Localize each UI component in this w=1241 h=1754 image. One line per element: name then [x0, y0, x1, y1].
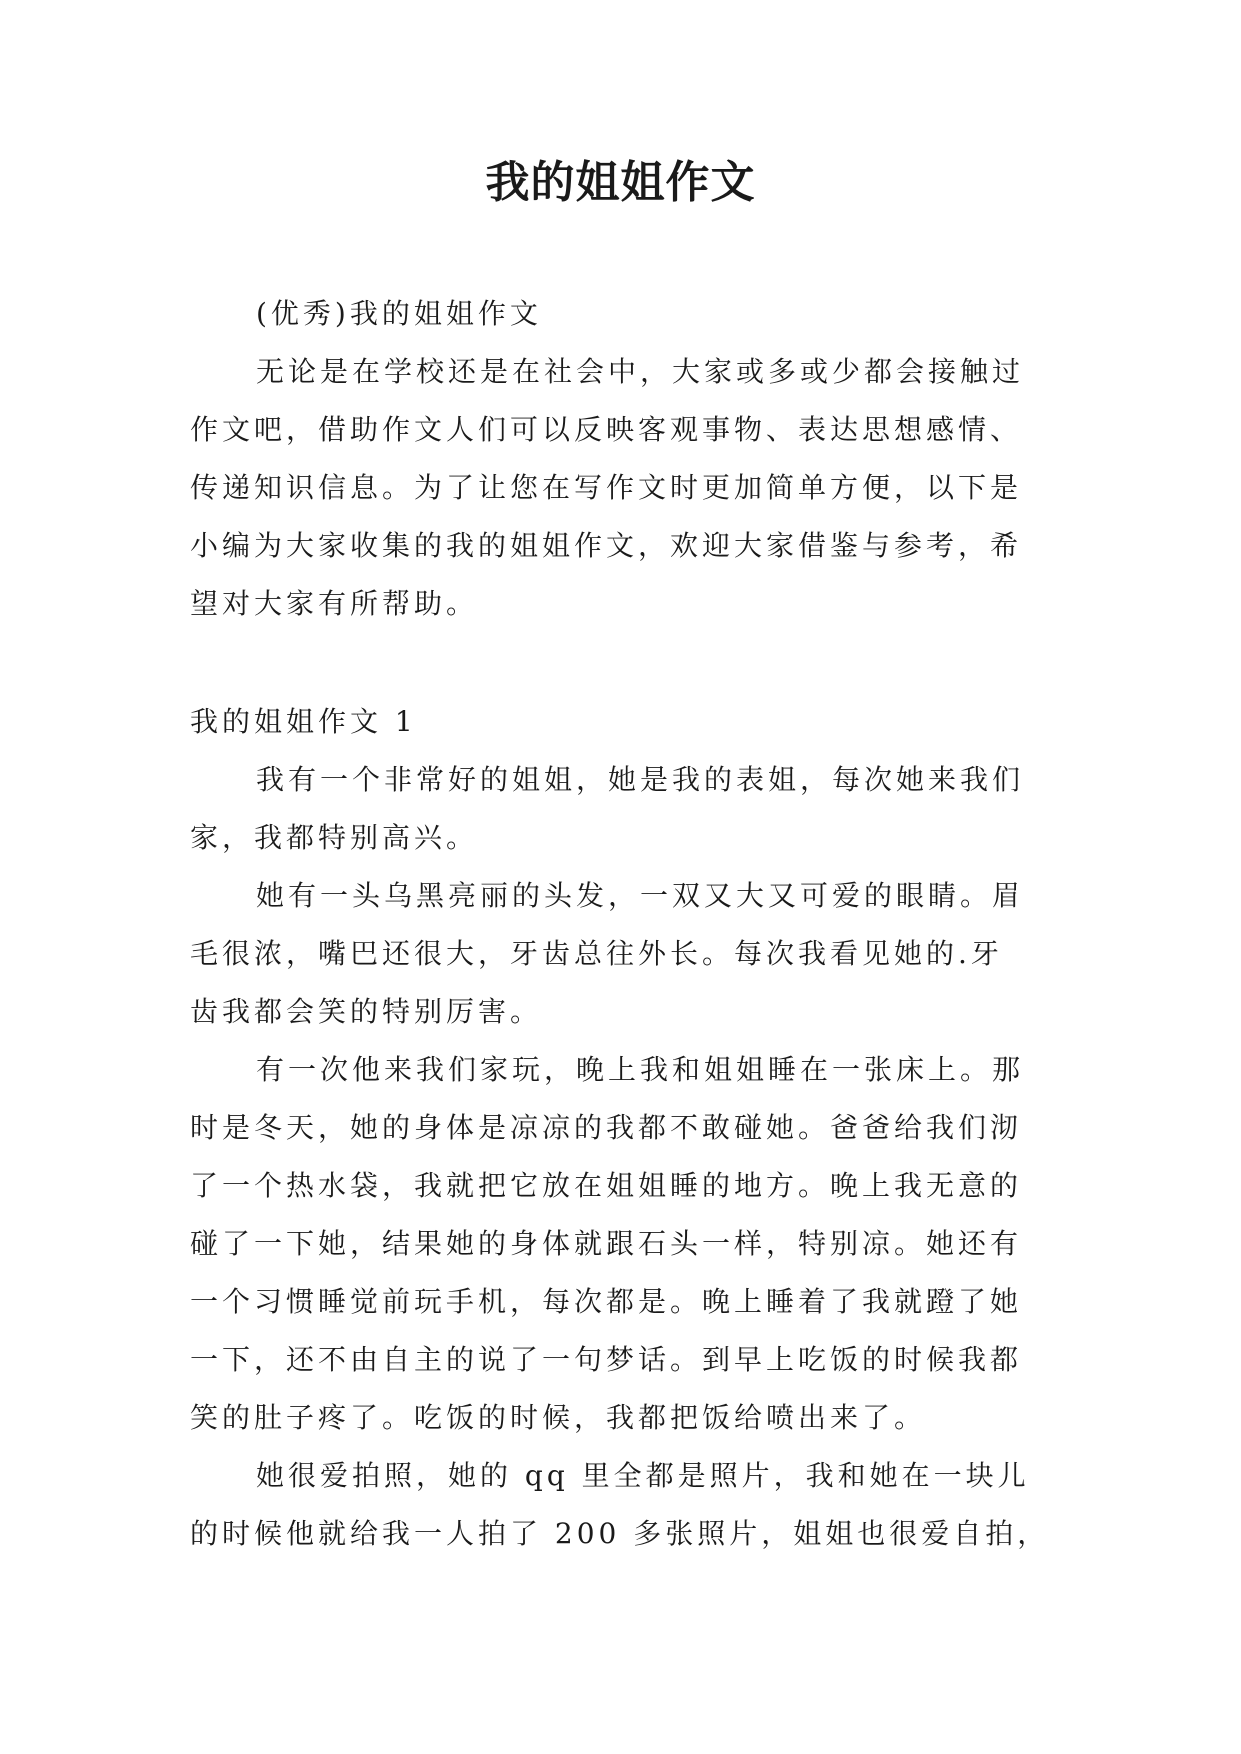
- subtitle-line: (优秀)我的姐姐作文: [256, 297, 542, 330]
- para3-line-6: 一下，还不由自主的说了一句梦话。到早上吃饭的时候我都: [190, 1343, 1023, 1376]
- para1-line-1: 我有一个非常好的姐姐，她是我的表姐，每次她来我们: [256, 763, 1025, 796]
- para3-line-5: 一个习惯睡觉前玩手机，每次都是。晚上睡着了我就蹬了她: [190, 1285, 1023, 1318]
- para2-line-3: 齿我都会笑的特别厉害。: [190, 995, 543, 1028]
- intro-line-5: 望对大家有所帮助。: [190, 587, 479, 620]
- para4-line-2: 的时候他就给我一人拍了 200 多张照片，姐姐也很爱自拍，: [190, 1517, 1050, 1550]
- para2-line-1: 她有一头乌黑亮丽的头发，一双又大又可爱的眼睛。眉: [256, 879, 1025, 912]
- intro-line-1: 无论是在学校还是在社会中，大家或多或少都会接触过: [256, 355, 1025, 388]
- para3-line-7: 笑的肚子疼了。吃饭的时候，我都把饭给喷出来了。: [190, 1401, 927, 1434]
- document-title: 我的姐姐作文: [485, 157, 756, 208]
- intro-line-3: 传递知识信息。为了让您在写作文时更加简单方便，以下是: [190, 471, 1023, 504]
- intro-line-4: 小编为大家收集的我的姐姐作文，欢迎大家借鉴与参考，希: [190, 529, 1023, 562]
- para3-line-4: 碰了一下她，结果她的身体就跟石头一样，特别凉。她还有: [190, 1227, 1023, 1260]
- intro-line-2: 作文吧，借助作文人们可以反映客观事物、表达思想感情、: [190, 413, 1023, 446]
- para3-line-1: 有一次他来我们家玩，晚上我和姐姐睡在一张床上。那: [256, 1053, 1025, 1086]
- para4-line-1: 她很爱拍照，她的 qq 里全都是照片，我和她在一块儿: [256, 1459, 1030, 1492]
- section-heading: 我的姐姐作文 1: [190, 705, 417, 738]
- para3-line-2: 时是冬天，她的身体是凉凉的我都不敢碰她。爸爸给我们沏: [190, 1111, 1023, 1144]
- para2-line-2: 毛很浓，嘴巴还很大，牙齿总往外长。每次我看见她的.牙: [190, 937, 1003, 970]
- para3-line-3: 了一个热水袋，我就把它放在姐姐睡的地方。晚上我无意的: [190, 1169, 1023, 1202]
- para1-line-2: 家，我都特别高兴。: [190, 821, 479, 854]
